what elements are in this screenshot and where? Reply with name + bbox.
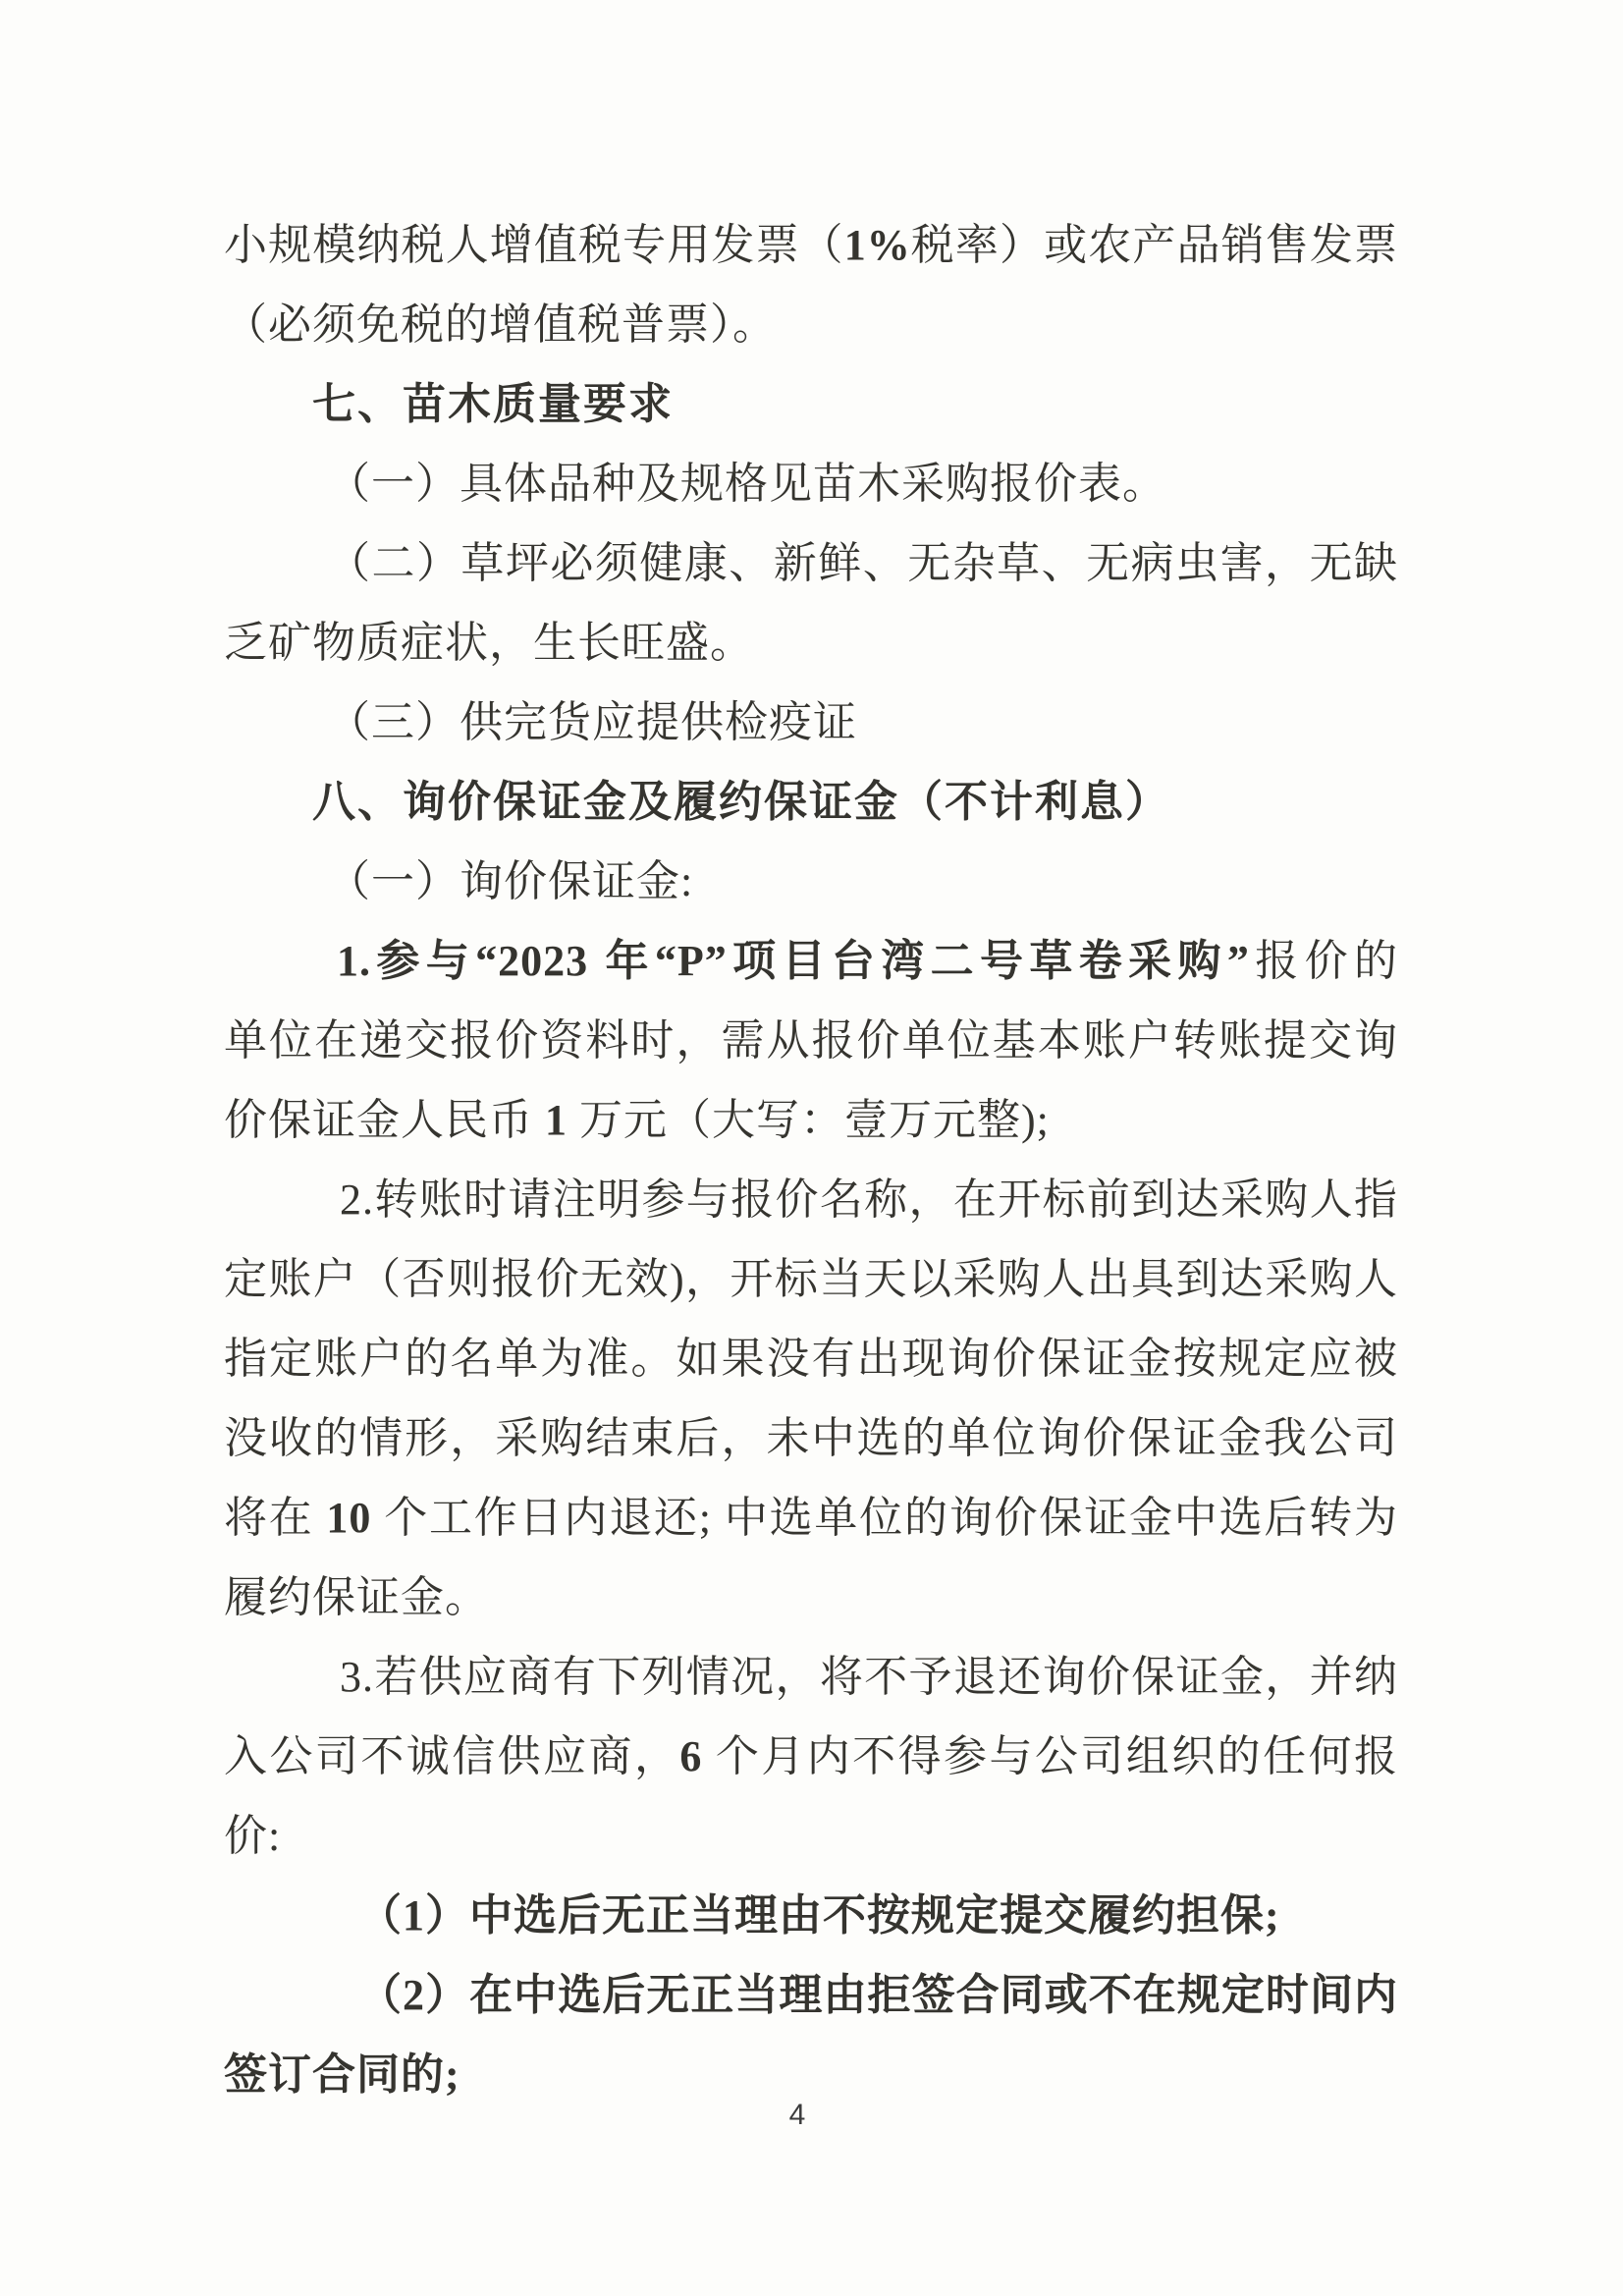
line-heading-7 [224, 364, 1398, 444]
line-deposit-1c [224, 1080, 1398, 1160]
text-segment-bold: 1% [843, 221, 911, 269]
text-segment: 税率）或农产品销售发票 [910, 221, 1399, 269]
text-segment-bold: 10 [326, 1494, 372, 1542]
text-segment: 2.转账时请注明参与报价名称，在开标前到达采购人指 [340, 1175, 1398, 1224]
text-segment: 3.若供应商有下列情况，将不予退还询价保证金，并纳 [340, 1653, 1398, 1701]
para-deposit-1 [224, 921, 1398, 1160]
line-7-2b [224, 603, 1398, 683]
text-segment: 小规模纳税人增值税专用发票（ [224, 221, 844, 269]
line-deposit-3c [224, 1796, 1398, 1876]
text-segment: 签订合同的; [224, 2050, 460, 2099]
heading-section-7 [224, 364, 1398, 444]
line-deposit-2d [224, 1398, 1398, 1478]
text-segment: 个月内不得参与公司组织的任何报 [702, 1732, 1399, 1780]
line-deposit-3b [224, 1717, 1398, 1796]
line-deposit-2b [224, 1239, 1398, 1319]
item-7-2 [224, 523, 1398, 683]
line-deposit-2e [224, 1478, 1398, 1558]
heading-section-8 [224, 762, 1398, 842]
line-deposit-2a [224, 1160, 1398, 1239]
line-deposit-2c [224, 1319, 1398, 1398]
line-invoice-2 [224, 285, 1398, 364]
text-segment: 报价的 [1249, 937, 1398, 985]
document-body [224, 205, 1398, 2114]
text-segment: 定账户（否则报价无效)，开标当天以采购人出具到达采购人 [224, 1255, 1398, 1303]
text-segment: 个工作日内退还; 中选单位的询价保证金中选后转为 [371, 1494, 1398, 1542]
line-8-1 [224, 842, 1398, 921]
text-segment: 八、询价保证金及履约保证金（不计利息） [312, 778, 1170, 826]
line-deposit-1b [224, 1001, 1398, 1080]
line-deposit-3a [224, 1637, 1398, 1717]
line-deposit-2f [224, 1558, 1398, 1637]
text-segment: 没收的情形，采购结束后，未中选的单位询价保证金我公司 [224, 1414, 1398, 1462]
text-segment: 价: [224, 1812, 282, 1860]
text-segment: 万元（大写：壹万元整); [568, 1096, 1050, 1144]
text-segment: （必须免税的增值税普票）。 [224, 301, 777, 349]
item-forfeit-1 [224, 1876, 1398, 1955]
text-segment: 将在 [224, 1494, 327, 1542]
para-invoice-note [224, 205, 1398, 364]
text-segment: （三）供完货应提供检疫证 [327, 698, 857, 746]
para-deposit-3 [224, 1637, 1398, 1876]
text-segment-bold: 1.参与“2023 年“P”项目台湾二号草卷采购” [337, 937, 1250, 985]
line-forfeit-2a [224, 1955, 1398, 2035]
line-forfeit-1 [224, 1876, 1398, 1955]
text-segment: （1）中选后无正当理由不按规定提交履约担保; [358, 1891, 1280, 1940]
text-segment: 指定账户的名单为准。如果没有出现询价保证金按规定应被 [224, 1335, 1398, 1383]
text-segment: 单位在递交报价资料时，需从报价单位基本账户转账提交询 [224, 1016, 1398, 1065]
text-segment: （二）草坪必须健康、新鲜、无杂草、无病虫害，无缺 [327, 539, 1398, 587]
text-segment: 入公司不诚信供应商， [224, 1732, 680, 1780]
text-segment: （一）具体品种及规格见苗木采购报价表。 [327, 460, 1166, 508]
line-heading-8 [224, 762, 1398, 842]
page-number: 4 [788, 2099, 806, 2131]
text-segment-bold: 1 [545, 1096, 568, 1144]
text-segment-bold: 6 [679, 1732, 703, 1780]
line-deposit-1a [224, 921, 1398, 1001]
item-forfeit-2 [224, 1955, 1398, 2114]
item-8-1 [224, 842, 1398, 921]
text-segment: 履约保证金。 [224, 1573, 489, 1621]
text-segment: 乏矿物质症状，生长旺盛。 [224, 619, 754, 667]
text-segment: 七、苗木质量要求 [312, 380, 674, 428]
item-7-1 [224, 444, 1398, 523]
line-7-3 [224, 683, 1398, 762]
text-segment: 价保证金人民币 [224, 1096, 545, 1144]
line-7-2a [224, 523, 1398, 603]
item-7-3 [224, 683, 1398, 762]
text-segment: （一）询价保证金: [327, 857, 694, 905]
line-invoice-1 [224, 205, 1398, 285]
line-7-1 [224, 444, 1398, 523]
text-segment: （2）在中选后无正当理由拒签合同或不在规定时间内 [358, 1971, 1398, 2019]
para-deposit-2 [224, 1160, 1398, 1637]
